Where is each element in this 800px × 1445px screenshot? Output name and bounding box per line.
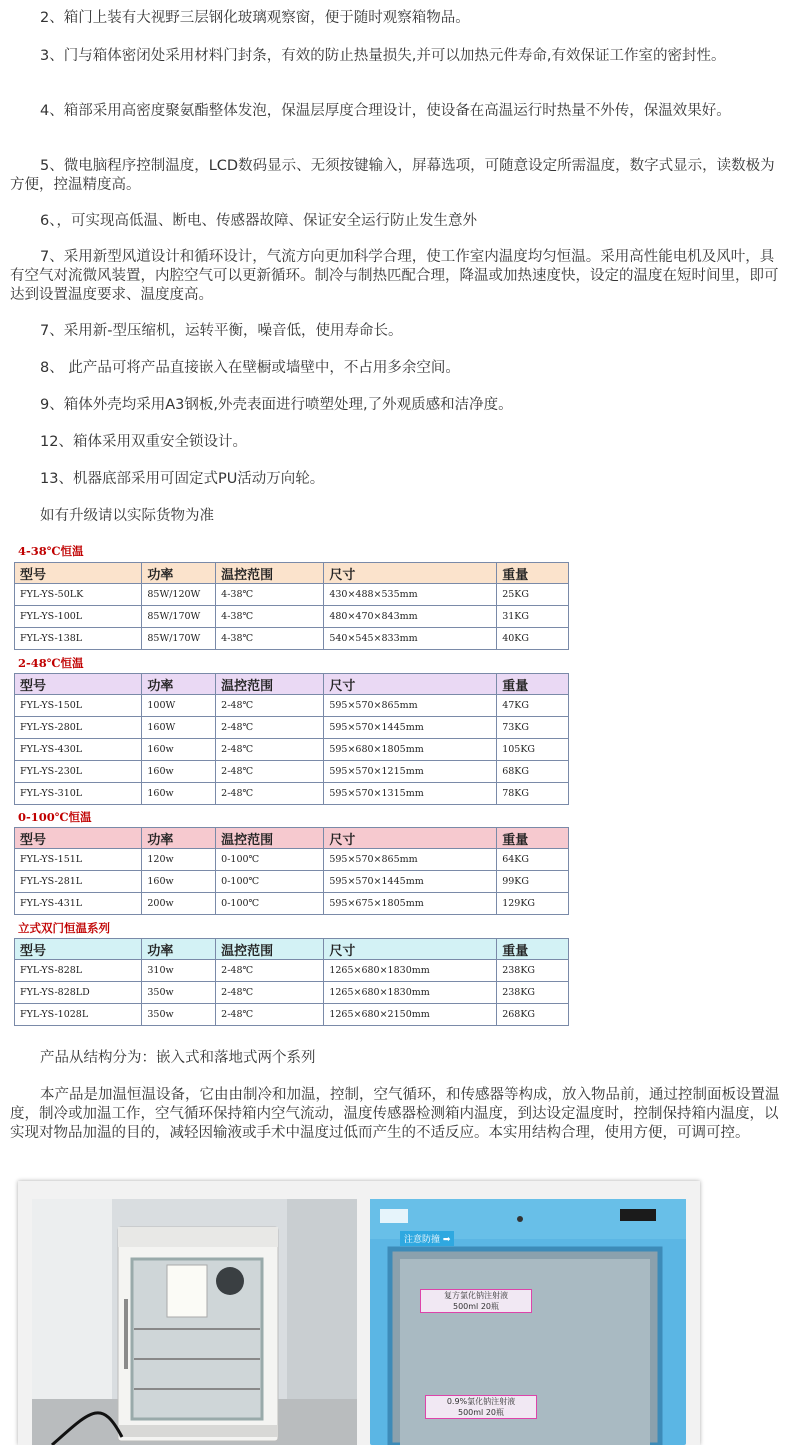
feature-8: 8、 此产品可将产品直接嵌入在壁橱或墙壁中，不占用多余空间。 (40, 360, 460, 376)
product-photo-white-cabinet (32, 1199, 357, 1445)
cell-model: FYL-YS-1028L (15, 1004, 142, 1026)
cell-power: 120w (142, 849, 216, 871)
feature-5: 5、微电脑程序控制温度，LCD数码显示、无须按键输入，屏幕选项，可随意设定所需温度，数字式显示，读数极为方便，控温精度高。 (10, 158, 775, 193)
cell-power: 160w (142, 783, 216, 805)
header-model: 型号 (15, 674, 142, 695)
cell-power: 200w (142, 893, 216, 915)
cell-model: FYL-YS-430L (15, 739, 142, 761)
cell-power: 160w (142, 739, 216, 761)
shelf-label-top (420, 1289, 532, 1313)
table-header-row (15, 674, 569, 695)
header-temp-range: 温控范围 (216, 828, 324, 849)
table-header-row (15, 563, 569, 584)
header-size: 尺寸 (324, 939, 497, 960)
cell-model: FYL-YS-230L (15, 761, 142, 783)
cell-size: 595×570×1445mm (324, 871, 497, 893)
cell-weight: 238KG (497, 982, 569, 1004)
header-model: 型号 (15, 563, 142, 584)
table-row (15, 584, 569, 606)
table-row (15, 783, 569, 805)
header-weight: 重量 (497, 939, 569, 960)
table-row (15, 761, 569, 783)
cell-power: 160w (142, 871, 216, 893)
header-weight: 重量 (497, 563, 569, 584)
table-header-row (15, 828, 569, 849)
cell-size: 1265×680×1830mm (324, 960, 497, 982)
cell-weight: 31KG (497, 606, 569, 628)
section-title-2-48: 2-48℃恒温 (18, 656, 84, 670)
cell-model: FYL-YS-431L (15, 893, 142, 915)
cell-temp: 0-100℃ (216, 849, 324, 871)
cell-size: 1265×680×1830mm (324, 982, 497, 1004)
cell-model: FYL-YS-828L (15, 960, 142, 982)
header-size: 尺寸 (324, 563, 497, 584)
header-weight: 重量 (497, 674, 569, 695)
header-model: 型号 (15, 828, 142, 849)
table-row (15, 695, 569, 717)
product-photo-blue-cabinet (370, 1199, 686, 1445)
cell-model: FYL-YS-828LD (15, 982, 142, 1004)
feature-13: 13、机器底部采用可固定式PU活动万向轮。 (40, 471, 325, 487)
header-temp-range: 温控范围 (216, 674, 324, 695)
upgrade-note: 如有升级请以实际货物为准 (40, 508, 214, 524)
table-row (15, 1004, 569, 1026)
feature-9: 9、箱体外壳均采用A3钢板,外壳表面进行喷塑处理,了外观质感和洁净度。 (40, 397, 513, 413)
table-row (15, 960, 569, 982)
cell-weight: 47KG (497, 695, 569, 717)
cell-temp: 2-48℃ (216, 739, 324, 761)
fridge-white-illustration (32, 1199, 357, 1445)
cell-temp: 2-48℃ (216, 982, 324, 1004)
feature-6: 6、，可实现高低温、断电、传感器故障、保证安全运行防止发生意外 (40, 213, 477, 229)
cell-model: FYL-YS-310L (15, 783, 142, 805)
feature-2: 2、箱门上装有大视野三层钢化玻璃观察窗，便于随时观察箱物品。 (40, 10, 470, 26)
cell-size: 1265×680×2150mm (324, 1004, 497, 1026)
header-temp-range: 温控范围 (216, 939, 324, 960)
table-row (15, 893, 569, 915)
table-row (15, 739, 569, 761)
feature-4: 4、箱部采用高密度聚氨酯整体发泡，保温层厚度合理设计，使设备在高温运行时热量不外传，保温效果好。 (40, 103, 731, 119)
cell-weight: 105KG (497, 739, 569, 761)
shelf-label-bottom (425, 1395, 537, 1419)
section-title-4-38: 4-38℃恒温 (18, 544, 84, 558)
header-power: 功率 (142, 563, 216, 584)
cell-power: 100W (142, 695, 216, 717)
cell-size: 595×680×1805mm (324, 739, 497, 761)
cell-size: 595×675×1805mm (324, 893, 497, 915)
spec-table-double-door (14, 938, 569, 1026)
cell-power: 350w (142, 1004, 216, 1026)
header-power: 功率 (142, 674, 216, 695)
cell-temp: 4-38℃ (216, 628, 324, 650)
cell-model: FYL-YS-138L (15, 628, 142, 650)
cell-model: FYL-YS-281L (15, 871, 142, 893)
table-row (15, 606, 569, 628)
cell-temp: 2-48℃ (216, 960, 324, 982)
cell-model: FYL-YS-100L (15, 606, 142, 628)
cell-model: FYL-YS-280L (15, 717, 142, 739)
cell-model: FYL-YS-151L (15, 849, 142, 871)
feature-7-airflow: 7、采用新型风道设计和循环设计，气流方向更加科学合理，使工作室内温度均匀恒温。采用高性能电机及风叶，具有空气对流微风装置，内腔空气可以更新循环。制冷与制热匹配合理，降温或加热速度快，设定的温度在短时间里，即可达到设置温度要求、温度度高。 (10, 249, 779, 303)
cell-size: 540×545×833mm (324, 628, 497, 650)
cell-power: 310w (142, 960, 216, 982)
cell-weight: 68KG (497, 761, 569, 783)
table-row (15, 849, 569, 871)
cell-power: 85W/120W (142, 584, 216, 606)
cell-weight: 25KG (497, 584, 569, 606)
cell-weight: 99KG (497, 871, 569, 893)
cell-size: 480×470×843mm (324, 606, 497, 628)
cell-weight: 73KG (497, 717, 569, 739)
header-weight: 重量 (497, 828, 569, 849)
spec-table-2-48 (14, 673, 569, 805)
header-model: 型号 (15, 939, 142, 960)
feature-3: 3、门与箱体密闭处采用材料门封条，有效的防止热量损失,并可以加热元件寿命,有效保证工作室的密封性。 (40, 48, 726, 64)
cell-temp: 2-48℃ (216, 717, 324, 739)
header-size: 尺寸 (324, 674, 497, 695)
cell-size: 595×570×1215mm (324, 761, 497, 783)
table-row (15, 717, 569, 739)
shelf-label-bottom-name: 0.9%氯化钠注射液 (446, 1397, 516, 1406)
series-text: 产品从结构分为：嵌入式和落地式两个系列 (40, 1050, 316, 1066)
cell-temp: 2-48℃ (216, 695, 324, 717)
cell-temp: 0-100℃ (216, 871, 324, 893)
cell-size: 595×570×865mm (324, 849, 497, 871)
cell-weight: 238KG (497, 960, 569, 982)
collision-warning-label: 注意防撞 ➡ (400, 1231, 454, 1246)
cell-weight: 78KG (497, 783, 569, 805)
table-row (15, 871, 569, 893)
table-row (15, 628, 569, 650)
cell-temp: 4-38℃ (216, 606, 324, 628)
header-temp-range: 温控范围 (216, 563, 324, 584)
shelf-label-top-name: 复方氯化钠注射液 (444, 1291, 508, 1300)
cell-power: 85W/170W (142, 606, 216, 628)
cell-model: FYL-YS-150L (15, 695, 142, 717)
header-size: 尺寸 (324, 828, 497, 849)
spec-table-4-38 (14, 562, 569, 650)
cell-size: 595×570×1445mm (324, 717, 497, 739)
product-photos (18, 1181, 700, 1445)
cell-power: 160w (142, 761, 216, 783)
cell-power: 350w (142, 982, 216, 1004)
cell-size: 595×570×865mm (324, 695, 497, 717)
section-title-0-100: 0-100℃恒温 (18, 810, 92, 824)
cell-power: 85W/170W (142, 628, 216, 650)
cell-size: 595×570×1315mm (324, 783, 497, 805)
cell-weight: 268KG (497, 1004, 569, 1026)
shelf-label-bottom-qty: 500ml 20瓶 (457, 1408, 504, 1417)
header-power: 功率 (142, 828, 216, 849)
cell-weight: 129KG (497, 893, 569, 915)
cell-temp: 0-100℃ (216, 893, 324, 915)
cell-weight: 64KG (497, 849, 569, 871)
cell-temp: 4-38℃ (216, 584, 324, 606)
table-row (15, 982, 569, 1004)
cell-temp: 2-48℃ (216, 1004, 324, 1026)
shelf-label-top-qty: 500ml 20瓶 (452, 1302, 499, 1311)
cell-temp: 2-48℃ (216, 761, 324, 783)
spec-table-0-100 (14, 827, 569, 915)
section-title-double-door: 立式双门恒温系列 (18, 921, 110, 935)
cell-size: 430×488×535mm (324, 584, 497, 606)
feature-12: 12、箱体采用双重安全锁设计。 (40, 434, 247, 450)
cell-power: 160W (142, 717, 216, 739)
cell-model: FYL-YS-50LK (15, 584, 142, 606)
feature-7-compressor: 7、采用新-型压缩机，运转平衡，噪音低，使用寿命长。 (40, 323, 403, 339)
table-header-row (15, 939, 569, 960)
cell-weight: 40KG (497, 628, 569, 650)
cell-temp: 2-48℃ (216, 783, 324, 805)
header-power: 功率 (142, 939, 216, 960)
summary-text: 本产品是加温恒温设备，它由由制冷和加温，控制，空气循环，和传感器等构成，放入物品前，通过控制面板设置温度，制冷或加温工作，空气循环保持箱内空气流动，温度传感器检测箱内温度，到达设定温度时，控制保持箱内温度，以实现对物品加温的目的，减轻因输液或手术中温度过低而产生的不适反应。本实用结构合理，使用方便，可调可控。 (10, 1087, 780, 1141)
